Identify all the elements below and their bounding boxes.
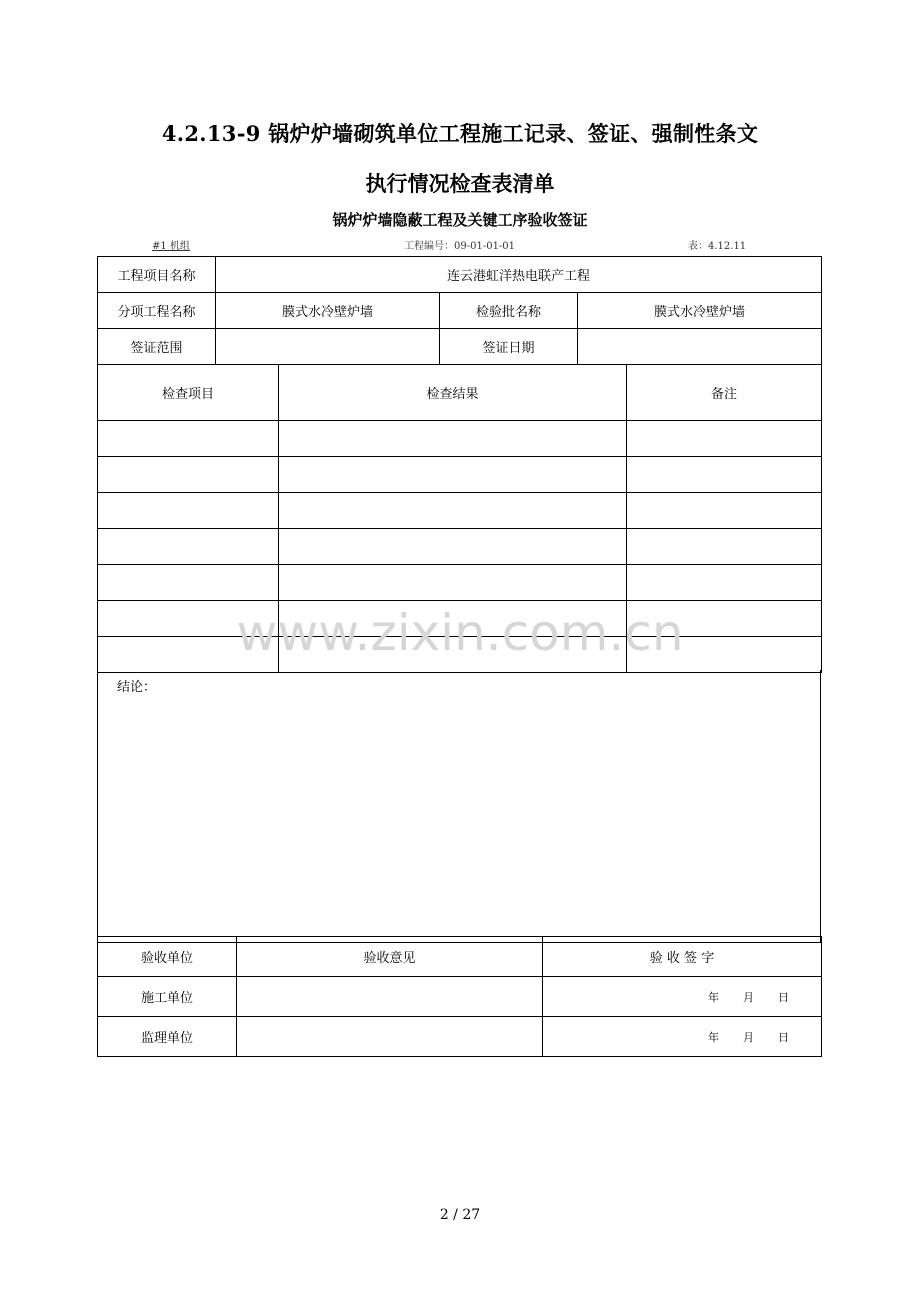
table-cell (279, 421, 627, 457)
document-title-line1: 4.2.13-9 锅炉炉墙砌筑单位工程施工记录、签证、强制性条文 (161, 121, 759, 146)
table-number: 表：4.12.11 (688, 241, 747, 252)
date-day: 日 (778, 990, 789, 1004)
table-cell (627, 601, 822, 637)
header-acceptance-opinion: 验收意见 (237, 937, 543, 977)
table-cell (98, 637, 279, 673)
date-year: 年 (708, 990, 719, 1004)
check-table (97, 364, 822, 673)
conclusion-table (97, 670, 821, 943)
project-name-value: 连云港虹洋热电联产工程 (216, 257, 822, 293)
date-month: 月 (743, 990, 754, 1004)
table-row (98, 493, 822, 529)
sub-project-label: 分项工程名称 (98, 293, 216, 329)
page-number: 2 / 27 (439, 1207, 481, 1223)
table-cell (279, 637, 627, 673)
batch-label: 检验批名称 (440, 293, 578, 329)
watermark: www.zixin.com.cn (236, 604, 684, 662)
table-cell (98, 565, 279, 601)
conclusion-label: 结论： (117, 680, 157, 695)
construction-signature-date (543, 977, 822, 1017)
date-year: 年 (708, 1030, 719, 1044)
table-row (98, 457, 822, 493)
supervision-signature-date (543, 1017, 822, 1057)
table-row (98, 529, 822, 565)
scope-value (216, 329, 440, 365)
table-cell (98, 529, 279, 565)
info-table (97, 256, 822, 365)
header-remarks: 备注 (627, 365, 822, 421)
table-cell (279, 457, 627, 493)
supervision-unit-label: 监理单位 (98, 1017, 237, 1057)
header-acceptance-signature: 验 收 签 字 (543, 937, 822, 977)
table-cell (279, 529, 627, 565)
table-row (98, 293, 822, 329)
table-header-row (98, 937, 822, 977)
table-row (98, 637, 822, 673)
table-cell (98, 601, 279, 637)
table-cell (98, 493, 279, 529)
supervision-opinion (237, 1017, 543, 1057)
construction-unit-label: 施工单位 (98, 977, 237, 1017)
scope-label: 签证范围 (98, 329, 216, 365)
table-row (98, 601, 822, 637)
document-title-line2: 执行情况检查表清单 (365, 171, 555, 196)
batch-value: 膜式水冷壁炉墙 (578, 293, 822, 329)
project-name-label: 工程项目名称 (98, 257, 216, 293)
table-cell (98, 421, 279, 457)
unit-label: #1 机组 (152, 241, 190, 252)
acceptance-table (97, 936, 822, 1057)
table-row (98, 670, 821, 943)
header-acceptance-unit: 验收单位 (98, 937, 237, 977)
date-value (578, 329, 822, 365)
table-cell (279, 601, 627, 637)
table-cell (627, 565, 822, 601)
table-cell (627, 457, 822, 493)
header-check-item: 检查项目 (98, 365, 279, 421)
table-cell (279, 565, 627, 601)
date-month: 月 (743, 1030, 754, 1044)
date-label: 签证日期 (440, 329, 578, 365)
table-row (98, 329, 822, 365)
table-header-row (98, 365, 822, 421)
header-check-result: 检查结果 (279, 365, 627, 421)
table-cell (627, 493, 822, 529)
table-row (98, 565, 822, 601)
project-code: 工程编号：09-01-01-01 (404, 241, 516, 252)
table-row (98, 421, 822, 457)
table-row (98, 257, 822, 293)
document-subtitle: 锅炉炉墙隐蔽工程及关键工序验收签证 (332, 211, 588, 229)
table-cell (279, 493, 627, 529)
table-row (98, 977, 822, 1017)
sub-project-value: 膜式水冷壁炉墙 (216, 293, 440, 329)
table-cell (627, 421, 822, 457)
conclusion-cell (98, 670, 821, 943)
table-cell (98, 457, 279, 493)
table-row (98, 1017, 822, 1057)
table-cell (627, 529, 822, 565)
table-cell (627, 637, 822, 673)
construction-opinion (237, 977, 543, 1017)
date-day: 日 (778, 1030, 789, 1044)
